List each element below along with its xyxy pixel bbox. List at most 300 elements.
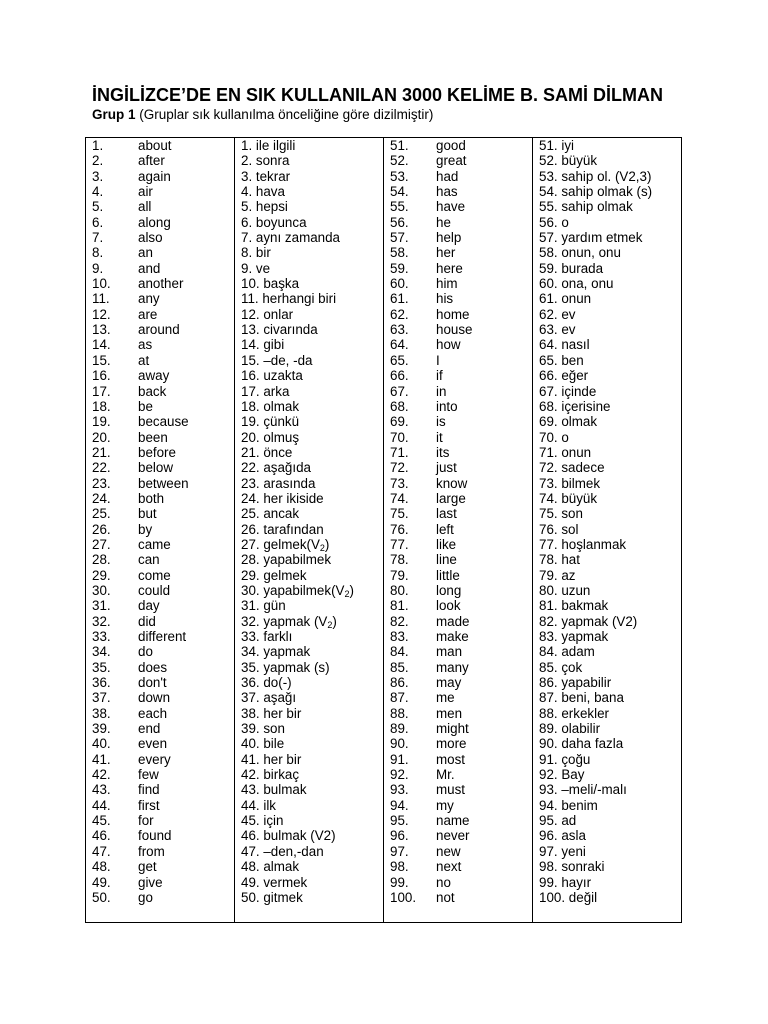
english-word: came [138,536,171,552]
english-word: can [138,552,160,568]
turkish-translation: 91. çoğu [539,751,591,767]
word-row-64 [384,337,532,352]
row-number: 65. [390,352,409,368]
turkish-translation: 9. ve [241,260,271,276]
translation-row-53 [533,169,683,184]
row-number: 18. [92,398,111,414]
row-number: 54. [390,184,409,200]
word-row-69 [384,414,532,429]
turkish-translation: 98. sonraki [539,859,605,875]
turkish-translation: 35. yapmak (s) [241,659,330,675]
word-row-76 [384,522,532,537]
english-word: never [436,828,470,844]
translation-row-79 [533,568,683,583]
english-word: me [436,690,455,706]
word-row-3 [86,169,234,184]
english-word: are [138,306,158,322]
group-note: (Gruplar sık kullanılma önceliğine göre dizilmiştir) [139,107,434,122]
word-row-21 [86,445,234,460]
turkish-translation: 44. ilk [241,797,276,813]
english-word: may [436,675,462,691]
row-number: 67. [390,383,409,399]
translation-row-98 [533,859,683,874]
english-word: her [436,245,456,261]
translation-row-7 [235,230,383,245]
word-row-15 [86,353,234,368]
english-word: and [138,260,161,276]
translation-row-66 [533,368,683,383]
turkish-translation: 20. olmuş [241,429,300,445]
row-number: 16. [92,368,111,384]
english-word: how [436,337,461,353]
english-word: its [436,444,450,460]
word-row-81 [384,598,532,613]
english-word: find [138,782,160,798]
row-number: 64. [390,337,409,353]
turkish-translation: 55. sahip olmak [539,199,633,215]
turkish-translation: 24. her ikiside [241,490,324,506]
translation-row-11 [235,291,383,306]
row-number: 17. [92,383,111,399]
row-number: 13. [92,322,111,338]
row-number: 56. [390,214,409,230]
english-word: even [138,736,168,752]
english-word: end [138,721,161,737]
english-word: both [138,490,165,506]
turkish-translation: 73. bilmek [539,475,601,491]
translation-row-15 [235,353,383,368]
row-number: 95. [390,813,409,829]
turkish-translation: 28. yapabilmek [241,552,332,568]
translation-row-80 [533,583,683,598]
word-row-71 [384,445,532,460]
translation-row-39 [235,721,383,736]
translation-row-46 [235,828,383,843]
turkish-translation: 67. içinde [539,383,597,399]
word-row-55 [384,199,532,214]
translation-row-33 [235,629,383,644]
word-row-43 [86,782,234,797]
word-row-49 [86,875,234,890]
translation-row-63 [533,322,683,337]
turkish-translation: 93. –meli/-malı [539,782,627,798]
english-word: an [138,245,153,261]
row-number: 5. [92,199,104,215]
english-word: Mr. [436,767,455,783]
turkish-translation: 2. sonra [241,153,290,169]
translation-row-20 [235,430,383,445]
english-word: do [138,644,153,660]
word-row-70 [384,430,532,445]
english-word: name [436,813,470,829]
translation-row-49 [235,875,383,890]
english-word: did [138,613,156,629]
row-number: 76. [390,521,409,537]
word-row-12 [86,307,234,322]
turkish-translation: 42. birkaç [241,767,300,783]
translation-row-13 [235,322,383,337]
translation-row-70 [533,430,683,445]
row-number: 98. [390,859,409,875]
english-word: made [436,613,470,629]
row-number: 50. [92,889,111,905]
turkish-translation: 78. hat [539,552,580,568]
english-word: back [138,383,167,399]
turkish-translation: 38. her bir [241,705,302,721]
row-number: 34. [92,644,111,660]
word-row-90 [384,736,532,751]
turkish-translation: 99. hayır [539,874,592,890]
translation-row-25 [235,506,383,521]
turkish-translation: 32. yapmak $(V_2)$ [241,613,337,630]
turkish-translation: 70. o [539,429,569,445]
word-row-20 [86,430,234,445]
word-row-83 [384,629,532,644]
word-row-28 [86,552,234,567]
row-number: 40. [92,736,111,752]
row-number: 80. [390,582,409,598]
translation-row-99 [533,875,683,890]
english-word: is [436,414,446,430]
row-number: 38. [92,705,111,721]
translation-row-38 [235,706,383,721]
translation-row-45 [235,813,383,828]
row-number: 90. [390,736,409,752]
turkish-translation: 43. bulmak [241,782,307,798]
translation-row-97 [533,844,683,859]
english-word: different [138,629,187,644]
translation-row-82 [533,614,683,629]
turkish-translation: 79. az [539,567,576,583]
translation-row-43 [235,782,383,797]
word-row-17 [86,384,234,399]
row-number: 61. [390,291,409,307]
turkish-translation: 27. $gelmek(V_2)$ [241,536,330,553]
translation-row-89 [533,721,683,736]
english-word: by [138,521,153,537]
row-number: 79. [390,567,409,583]
row-number: 3. [92,168,104,184]
row-number: 100. [390,889,417,905]
word-row-93 [384,782,532,797]
english-word: found [138,828,172,844]
word-row-91 [384,752,532,767]
row-number: 44. [92,797,111,813]
english-word: again [138,168,171,184]
translation-row-12 [235,307,383,322]
translation-row-9 [235,261,383,276]
english-word: been [138,429,168,445]
turkish-translation: 56. o [539,214,569,230]
english-word: also [138,230,163,246]
word-row-1 [86,138,234,153]
english-word: next [436,859,462,875]
turkish-translation: 80. uzun [539,582,591,598]
turkish-translation: 95. ad [539,813,577,829]
row-number: 91. [390,751,409,767]
turkish-translation: 64. nasıl [539,337,590,353]
turkish-translation: 33. farklı [241,629,293,644]
turkish-translation: 5. hepsi [241,199,288,215]
translation-row-56 [533,215,683,230]
word-row-59 [384,261,532,276]
word-row-24 [86,491,234,506]
word-row-47 [86,844,234,859]
column-english-1-50 [86,138,235,922]
translation-row-18 [235,399,383,414]
row-number: 31. [92,598,111,614]
turkish-translation: 31. gün [241,598,286,614]
english-word: like [436,536,457,552]
turkish-translation: 96. asla [539,828,586,844]
english-word: for [138,813,154,829]
word-row-56 [384,215,532,230]
turkish-translation: 92. Bay [539,767,585,783]
turkish-translation: 71. onun [539,444,592,460]
group-label: Grup 1 [92,107,136,122]
turkish-translation: 37. aşağı [241,690,297,706]
word-row-98 [384,859,532,874]
turkish-translation: 76. sol [539,521,579,537]
word-row-38 [86,706,234,721]
english-word: go [138,889,153,905]
word-row-82 [384,614,532,629]
english-word: he [436,214,451,230]
turkish-translation: 30. $yapabilmek(V_2)$ [241,582,354,599]
word-row-2 [86,153,234,168]
row-number: 71. [390,444,409,460]
row-number: 70. [390,429,409,445]
word-row-48 [86,859,234,874]
english-word: more [436,736,467,752]
word-row-85 [384,660,532,675]
translation-row-5 [235,199,383,214]
word-row-92 [384,767,532,782]
translation-row-32 [235,614,383,629]
word-row-63 [384,322,532,337]
word-row-27 [86,537,234,552]
row-number: 33. [92,629,111,644]
word-row-33 [86,629,234,644]
word-row-68 [384,399,532,414]
word-row-54 [384,184,532,199]
translation-row-22 [235,460,383,475]
word-row-41 [86,752,234,767]
word-row-66 [384,368,532,383]
word-row-80 [384,583,532,598]
turkish-translation: 88. erkekler [539,705,609,721]
translation-row-92 [533,767,683,782]
word-row-10 [86,276,234,291]
turkish-translation: 69. olmak [539,414,598,430]
translation-row-19 [235,414,383,429]
word-row-53 [384,169,532,184]
row-number: 63. [390,322,409,338]
english-word: from [138,843,165,859]
turkish-translation: 97. yeni [539,843,586,859]
word-row-45 [86,813,234,828]
row-number: 55. [390,199,409,215]
word-row-11 [86,291,234,306]
english-word: around [138,322,180,338]
row-number: 21. [92,444,111,460]
row-number: 15. [92,352,111,368]
turkish-translation: 58. onun, onu [539,245,621,261]
word-row-88 [384,706,532,721]
translation-row-24 [235,491,383,506]
row-number: 52. [390,153,409,169]
word-row-18 [86,399,234,414]
turkish-translation: 47. –den,-dan [241,843,324,859]
word-row-42 [86,767,234,782]
english-word: not [436,889,455,905]
column-turkish-51-100 [533,138,683,922]
turkish-translation: 59. burada [539,260,604,276]
row-number: 48. [92,859,111,875]
translation-row-28 [235,552,383,567]
row-number: 86. [390,675,409,691]
row-number: 53. [390,168,409,184]
word-row-95 [384,813,532,828]
english-word: if [436,368,443,384]
row-number: 58. [390,245,409,261]
translation-row-10 [235,276,383,291]
english-word: as [138,337,153,353]
turkish-translation: 49. vermek [241,874,308,890]
english-word: good [436,138,466,153]
turkish-translation: 17. arka [241,383,290,399]
english-word: large [436,490,466,506]
turkish-translation: 39. son [241,721,285,737]
turkish-translation: 81. bakmak [539,598,609,614]
turkish-translation: 100. değil [539,889,598,905]
row-number: 60. [390,276,409,292]
translation-row-71 [533,445,683,460]
word-row-72 [384,460,532,475]
translation-row-77 [533,537,683,552]
row-number: 8. [92,245,104,261]
turkish-translation: 72. sadece [539,460,605,476]
english-word: between [138,475,189,491]
translation-row-21 [235,445,383,460]
english-word: it [436,429,443,445]
row-number: 25. [92,506,111,522]
row-number: 14. [92,337,111,353]
word-row-61 [384,291,532,306]
row-number: 62. [390,306,409,322]
translation-row-94 [533,798,683,813]
row-number: 66. [390,368,409,384]
english-word: had [436,168,459,184]
translation-row-95 [533,813,683,828]
row-number: 69. [390,414,409,430]
row-number: 36. [92,675,111,691]
english-word: here [436,260,463,276]
translation-row-37 [235,690,383,705]
translation-row-72 [533,460,683,475]
translation-row-61 [533,291,683,306]
english-word: about [138,138,172,153]
turkish-translation: 65. ben [539,352,584,368]
word-row-25 [86,506,234,521]
translation-row-41 [235,752,383,767]
row-number: 47. [92,843,111,859]
row-number: 43. [92,782,111,798]
row-number: 11. [92,291,110,307]
translation-row-69 [533,414,683,429]
turkish-translation: 11. herhangi biri [241,291,337,307]
translation-row-88 [533,706,683,721]
word-row-67 [384,384,532,399]
word-row-96 [384,828,532,843]
turkish-translation: 1. ile ilgili [241,138,296,153]
english-word: after [138,153,165,169]
english-word: down [138,690,171,706]
translation-row-16 [235,368,383,383]
english-word: at [138,352,150,368]
english-word: day [138,598,160,614]
word-row-14 [86,337,234,352]
word-row-65 [384,353,532,368]
translation-row-17 [235,384,383,399]
word-row-8 [86,245,234,260]
translation-row-83 [533,629,683,644]
word-row-35 [86,660,234,675]
turkish-translation: 94. benim [539,797,598,813]
turkish-translation: 52. büyük [539,153,598,169]
row-number: 96. [390,828,409,844]
translation-row-67 [533,384,683,399]
translation-row-55 [533,199,683,214]
row-number: 93. [390,782,409,798]
row-number: 26. [92,521,111,537]
row-number: 42. [92,767,111,783]
translation-row-100 [533,890,683,905]
translation-row-64 [533,337,683,352]
turkish-translation: 74. büyük [539,490,598,506]
turkish-translation: 46. bulmak (V2) [241,828,336,844]
turkish-translation: 66. eğer [539,368,589,384]
translation-row-85 [533,660,683,675]
translation-row-90 [533,736,683,751]
word-row-30 [86,583,234,598]
row-number: 37. [92,690,111,706]
turkish-translation: 77. hoşlanmak [539,536,627,552]
turkish-translation: 3. tekrar [241,168,291,184]
row-number: 35. [92,659,111,675]
row-number: 10. [92,276,111,292]
row-number: 51. [390,138,409,153]
english-word: come [138,567,171,583]
turkish-translation: 53. sahip ol. (V2,3) [539,168,652,184]
word-row-73 [384,476,532,491]
translation-row-14 [235,337,383,352]
word-row-5 [86,199,234,214]
row-number: 45. [92,813,111,829]
english-word: into [436,398,458,414]
translation-row-57 [533,230,683,245]
row-number: 92. [390,767,409,783]
word-row-13 [86,322,234,337]
english-word: another [138,276,184,292]
translation-row-8 [235,245,383,260]
english-word: line [436,552,457,568]
english-word: few [138,767,159,783]
row-number: 24. [92,490,111,506]
translation-row-91 [533,752,683,767]
english-word: I [436,352,440,368]
turkish-translation: 14. gibi [241,337,285,353]
